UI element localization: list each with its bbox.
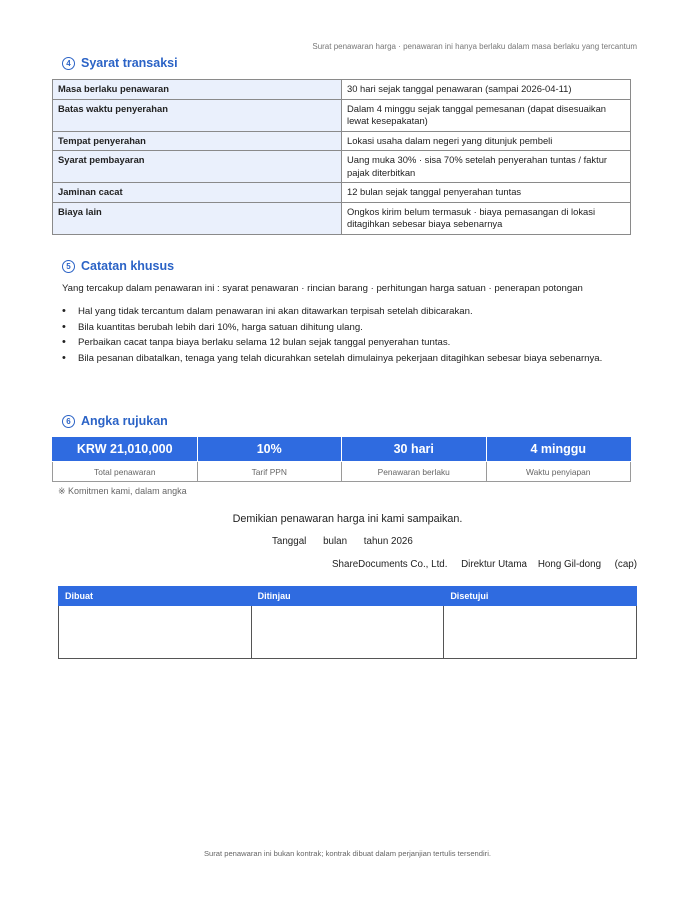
- kpi-note: ※ Komitmen kami, dalam angka: [58, 486, 187, 496]
- signature-line: [332, 559, 637, 570]
- kpi-table: [52, 437, 631, 482]
- date-year: tahun 2026: [363, 536, 413, 547]
- signer-name: Hong Gil-dong: [537, 559, 602, 570]
- list-item: • Bila pesanan dibatalkan, tenaga yang telah dicurahkan setelah dimulainya pekerjaan ditagihkan sebesar biaya sebenarnya.: [62, 351, 622, 367]
- term-key: Batas waktu penyerahan: [53, 99, 342, 131]
- term-key: Syarat pembayaran: [53, 151, 342, 183]
- notes-list: [62, 304, 622, 366]
- approval-header-row: [59, 587, 637, 606]
- section-5-number: 5: [62, 260, 75, 273]
- section-4-title: Syarat transaksi: [81, 56, 178, 70]
- kpi-value-validity: 30 hari: [342, 437, 487, 462]
- term-value: Lokasi usaha dalam negeri yang ditunjuk pembeli: [342, 131, 631, 151]
- approval-header-prepared: Dibuat: [59, 587, 252, 606]
- closing-statement: Demikian penawaran harga ini kami sampaikan.: [232, 513, 463, 525]
- approval-cell-reviewed: [251, 606, 444, 659]
- term-key: Tempat penyerahan: [53, 131, 342, 151]
- kpi-label-row: [53, 462, 631, 482]
- term-value: Ongkos kirim belum termasuk · biaya pemasangan di lokasi ditagihkan sebesar biaya sebenarnya: [342, 202, 631, 234]
- section-5-heading: [62, 259, 174, 273]
- kpi-value-row: [53, 437, 631, 462]
- list-item: • Hal yang tidak tercantum dalam penawaran ini akan ditawarkan terpisah setelah dibicarakan.: [62, 304, 622, 320]
- table-row: [53, 202, 631, 234]
- kpi-label-leadtime: Waktu penyiapan: [486, 462, 631, 482]
- list-item: • Perbaikan cacat tanpa biaya berlaku selama 12 bulan sejak tanggal penyerahan tuntas.: [62, 335, 622, 351]
- kpi-label-vat: Tarif PPN: [197, 462, 342, 482]
- approval-table: [58, 586, 637, 659]
- seal-mark: (cap): [614, 559, 637, 570]
- section-6-title: Angka rujukan: [81, 414, 168, 428]
- terms-table: [52, 79, 631, 235]
- section-4-heading: [62, 56, 178, 70]
- date-day: Tanggal: [272, 536, 307, 547]
- kpi-value-total: KRW 21,010,000: [53, 437, 198, 462]
- approval-header-approved: Disetujui: [444, 587, 637, 606]
- table-row: [53, 99, 631, 131]
- approval-sign-row: [59, 606, 637, 659]
- list-item: • Bila kuantitas berubah lebih dari 10%, harga satuan dihitung ulang.: [62, 320, 622, 336]
- term-key: Masa berlaku penawaran: [53, 80, 342, 100]
- table-row: [53, 131, 631, 151]
- term-value: 30 hari sejak tanggal penawaran (sampai 2026-04-11): [342, 80, 631, 100]
- kpi-label-validity: Penawaran berlaku: [342, 462, 487, 482]
- approval-header-reviewed: Ditinjau: [251, 587, 444, 606]
- approval-cell-prepared: [59, 606, 252, 659]
- header-note: Surat penawaran harga · penawaran ini hanya berlaku dalam masa berlaku yang tercantum: [312, 42, 637, 51]
- term-value: Uang muka 30% · sisa 70% setelah penyerahan tuntas / faktur pajak diterbitkan: [342, 151, 631, 183]
- date-month: bulan: [323, 536, 348, 547]
- footer-note: Surat penawaran ini bukan kontrak; kontrak dibuat dalam perjanjian tertulis tersendiri.: [203, 849, 492, 858]
- table-row: [53, 151, 631, 183]
- notes-intro: Yang tercakup dalam penawaran ini : syarat penawaran · rincian barang · perhitungan harga satuan · penerapan potongan: [62, 283, 583, 294]
- table-row: [53, 183, 631, 203]
- date-line: [272, 536, 427, 547]
- section-6-number: 6: [62, 415, 75, 428]
- term-key: Biaya lain: [53, 202, 342, 234]
- term-value: Dalam 4 minggu sejak tanggal pemesanan (dapat disesuaikan lewat kesepakatan): [342, 99, 631, 131]
- kpi-value-vat: 10%: [197, 437, 342, 462]
- term-key: Jaminan cacat: [53, 183, 342, 203]
- signer-title: Direktur Utama: [461, 559, 527, 570]
- section-6-heading: [62, 414, 168, 428]
- term-value: 12 bulan sejak tanggal penyerahan tuntas: [342, 183, 631, 203]
- kpi-label-total: Total penawaran: [53, 462, 198, 482]
- approval-cell-approved: [444, 606, 637, 659]
- section-5-title: Catatan khusus: [81, 259, 175, 273]
- table-row: [53, 80, 631, 100]
- kpi-value-leadtime: 4 minggu: [486, 437, 631, 462]
- company-name: ShareDocuments Co., Ltd.: [332, 559, 448, 570]
- section-4-number: 4: [62, 57, 75, 70]
